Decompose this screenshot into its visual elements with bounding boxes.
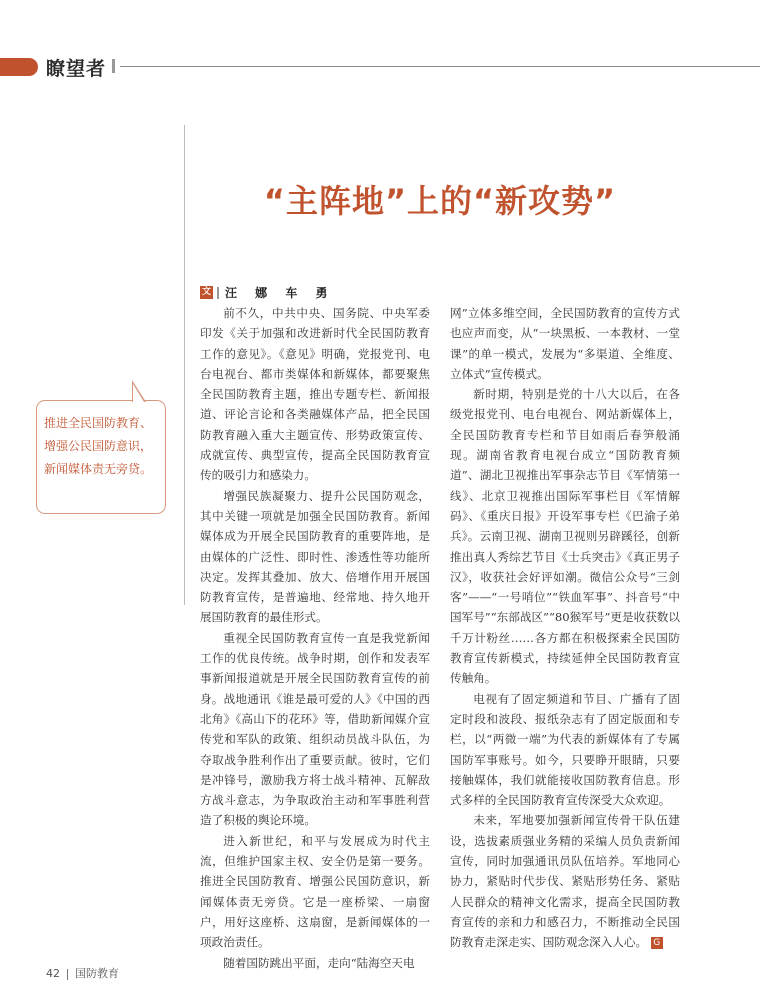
section-header-bar <box>0 58 38 76</box>
paragraph: 前不久，中共中央、国务院、中央军委印发《关于加强和改进新时代全民国防教育工作的意见》。《意见》明确，党报党刊、电台电视台、都市类媒体和新媒体，都要聚焦全民国防教育主题，推出专题专栏、新闻报道、评论言论和各类融媒体产品，把全民国防教育融入重大主题宣传、形势政策宣传、成就宣传、典型宣传，提高全民国防教育宣传的吸引力和感染力。 <box>200 306 430 483</box>
footer-separator <box>67 969 68 980</box>
article-column-left <box>200 303 430 973</box>
section-divider-mark <box>112 59 115 73</box>
byline-mark-icon: 文 <box>201 287 211 297</box>
paragraph: 电视有了固定频道和节目、广播有了固定时段和波段、报纸杂志有了固定版面和专栏，以“两微一端”为代表的新媒体有了专属国防军事账号。如今，只要睁开眼睛，只要接触媒体，我们就能接收国防教育信息。形式多样的全民国防教育宣传深受大众欢迎。 <box>450 691 680 808</box>
vertical-rule <box>184 125 185 605</box>
paragraph: 随着国防跳出平面，走向“陆海空天电 <box>223 955 415 970</box>
paragraph: 重视全民国防教育宣传一直是我党新闻工作的优良传统。战争时期，创作和发表军事新闻报道就是开展全民国防教育宣传的前身。战地通讯《谁是最可爱的人》《中国的西北角》《高山下的花环》等，借助新闻媒介宣传党和军队的政策、组织动员战斗队伍，为夺取战争胜利作出了重要贡献。彼时，它们是冲锋号，激励我方将士战斗精神、瓦解敌方战斗意志，为争取政治主动和军事胜利营造了积极的舆论环境。 <box>200 630 430 828</box>
paragraph: 新时期，特别是党的十八大以后，在各级党报党刊、电台电视台、网站新媒体上，全民国防教育专栏和节目如雨后春笋般涌现。湖南省教育电视台成立“国防教育频道”、湖北卫视推出军事杂志节目《军情第一线》、北京卫视推出国际军事栏目《军情解码》、《重庆日报》开设军事专栏《巴渝子弟兵》。云南卫视、湖南卫视则另辟蹊径，创新推出真人秀综艺节目《士兵突击》《真正男子汉》，收获社会好评如潮。微信公众号“三剑客”——“一号哨位”“铁血军事”、抖音号“中国军号”“东部战区”“80猴军号”更是收获数以千万计粉丝……各方都在积极探索全民国防教育宣传新模式，持续延伸全民国防教育宣传触角。 <box>450 387 680 686</box>
paragraph: 进入新世纪，和平与发展成为时代主流，但维护国家主权、安全仍是第一要务。推进全民国防教育、增强公民国防意识，新闻媒体责无旁贷。它是一座桥梁、一扇窗户，用好这座桥、这扇窗，是新闻媒体的一项政治责任。 <box>200 833 430 950</box>
section-header-rule <box>120 66 760 67</box>
page-number: 42 <box>46 967 60 980</box>
article-title: “主阵地”上的“新攻势” <box>263 182 617 220</box>
pull-quote-text: 推进全民国防教育、增强公民国防意识，新闻媒体责无旁贷。 <box>44 416 153 476</box>
byline <box>200 284 335 302</box>
page-footer <box>46 965 119 981</box>
paragraph-final-text: 未来，军地要加强新闻宣传骨干队伍建设，选拔素质强业务精的采编人员负责新闻宣传，同时加强通讯员队伍培养。军地同心协力，紧贴时代步伐、紧贴形势任务、紧贴人民群众的精神文化需求，提高全民国防教育宣传的亲和力和感召力，不断推动全民国防教育走深走实、国防观念深入人心。 <box>450 813 680 950</box>
section-label: 瞭望者 <box>46 58 107 80</box>
byline-separator <box>217 287 219 299</box>
paragraph: 增强民族凝聚力、提升公民国防观念，其中关键一项就是加强全民国防教育。新闻媒体成为开展全民国防教育的重要阵地，是由媒体的广泛性、即时性、渗透性等功能所决定。发挥其叠加、放大、倍增作用开展国防教育宣传，是普遍地、经常地、持久地开展国防教育的最佳形式。 <box>200 488 430 625</box>
pull-quote-tail-inner <box>133 384 144 402</box>
publication-name: 国防教育 <box>75 967 119 980</box>
paragraph-final <box>450 810 680 952</box>
end-mark-icon: G <box>651 937 663 949</box>
paragraph-continued: 网”立体多维空间，全民国防教育的宣传方式也应声而变，从“一块黑板、一本教材、一堂课”的单一模式，发展为“多渠道、全维度、立体式”宣传模式。 <box>450 306 680 381</box>
author-names: 汪 娜 车 勇 <box>225 286 335 300</box>
article-column-right <box>450 303 680 953</box>
